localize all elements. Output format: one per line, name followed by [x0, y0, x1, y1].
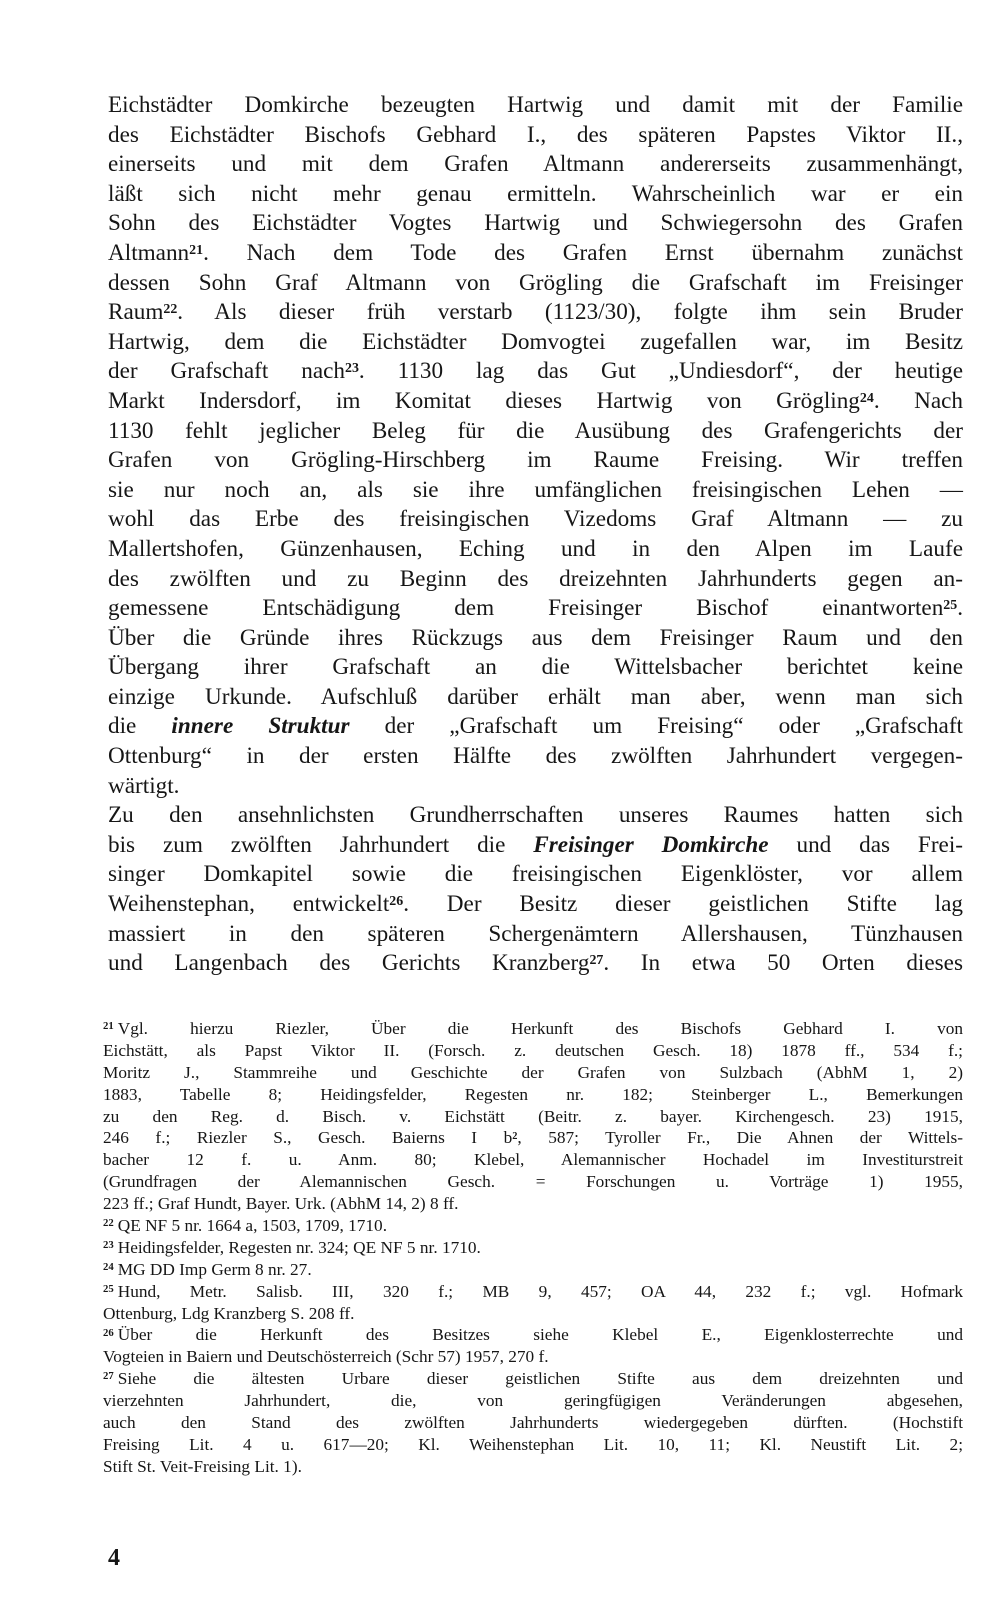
footnote-text: Vgl. hierzu Riezler, Über die Herkunft des Bischofs Gebhard I. von — [117, 1019, 963, 1038]
text-line: 1130 fehlt jeglicher Beleg für die Ausübung des Grafengerichts der — [108, 417, 963, 444]
footnote-ref-22: 22 — [163, 301, 178, 317]
footnote-text: , 587; Tyroller Fr., Die Ahnen der Wittels- — [517, 1128, 963, 1148]
footnote-line: vierzehnten Jahrhundert, die, von geringfügigen Veränderungen abgesehen, — [103, 1391, 963, 1411]
footnote-23 — [103, 1237, 963, 1259]
text-line: des zwölften und zu Beginn des dreizehnten Jahrhunderts gegen an- — [108, 565, 963, 592]
footnote-number: 23 — [103, 1239, 114, 1252]
text-segment: die — [108, 713, 137, 740]
text-line: Zu den ansehnlichsten Grundherrschaften unseres Raumes hatten sich — [108, 802, 963, 829]
footnote-line: 1883, Tabelle 8; Heidingsfelder, Regesten nr. 182; Steinberger L., Bemerkungen — [103, 1084, 963, 1104]
footnote-ref-21: 21 — [189, 242, 204, 258]
text-line: massiert in den späteren Schergenämtern Allershausen, Tünzhausen — [108, 920, 963, 947]
text-line: Hartwig, dem die Eichstädter Domvogtei zugefallen war, im Besitz — [108, 328, 963, 355]
text-line — [108, 890, 963, 920]
text-line: wohl das Erbe des freisingischen Vizedoms Graf Altmann — zu — [108, 506, 963, 533]
footnote-26 — [103, 1324, 963, 1346]
footnote-ref-26: 26 — [389, 893, 404, 909]
text-line: sie nur noch an, als sie ihre umfänglichen freisingischen Lehen — — [108, 476, 963, 503]
footnote-number: 26 — [103, 1326, 114, 1339]
footnote-number: 21 — [103, 1020, 114, 1033]
text-line — [108, 239, 963, 269]
text-line: Übergang ihrer Grafschaft an die Wittelsbacher berichtet keine — [108, 654, 963, 681]
text-segment: . 1130 lag das Gut „Undiesdorf“, der heutige — [358, 358, 963, 385]
footnote-ref-23: 23 — [345, 361, 359, 377]
footnote-line: zu den Reg. d. Bisch. v. Eichstätt (Beitr. z. bayer. Kirchengesch. 23) 1915, — [103, 1106, 963, 1126]
footnote-line — [103, 1127, 963, 1149]
text-segment: der Grafschaft nach — [108, 358, 345, 385]
footnote-number: 27 — [103, 1370, 114, 1383]
footnotes — [103, 1018, 963, 1478]
text-segment: . Nach — [873, 387, 963, 414]
text-line — [108, 594, 963, 624]
text-line: singer Domkapitel sowie die freisingischen Eigenklöster, vor allem — [108, 861, 963, 888]
text-segment: bis zum zwölften Jahrhundert die — [108, 831, 506, 858]
text-segment: Markt Indersdorf, im Komitat dieses Hartwig von Grögling — [108, 387, 860, 414]
footnote-text: Über die Herkunft des Besitzes siehe Klebel E., Eigenklosterrechte und — [117, 1325, 963, 1345]
footnote-line: bacher 12 f. u. Anm. 80; Klebel, Alemannischer Hochadel im Investiturstreit — [103, 1150, 963, 1170]
footnote-text: Hund, Metr. Salisb. III, 320 f.; MB 9, 457; OA 44, 232 f.; vgl. Hofmark — [117, 1281, 963, 1301]
text-segment: . — [957, 595, 963, 622]
text-line — [108, 387, 963, 417]
footnote-text: 246 f.; Riezler S., Gesch. Baierns I b — [103, 1128, 513, 1148]
footnote-line: 223 ff.; Graf Hundt, Bayer. Urk. (AbhM 14, 2) 8 ff. — [103, 1194, 459, 1214]
emphasis-freisinger-domkirche: Freisinger Domkirche — [533, 831, 769, 858]
footnote-25 — [103, 1281, 963, 1303]
footnote-27 — [103, 1368, 963, 1390]
footnote-number: 22 — [103, 1217, 114, 1230]
footnote-text: MG DD Imp Germ 8 nr. 27. — [117, 1259, 312, 1279]
page-number: 4 — [108, 1545, 120, 1571]
footnote-text: Siehe die ältesten Urbare dieser geistlichen Stifte aus dem dreizehnten und — [117, 1369, 963, 1389]
footnote-line: Stift St. Veit-Freising Lit. 1). — [103, 1456, 302, 1476]
footnote-line: Ottenburg, Ldg Kranzberg S. 208 ff. — [103, 1303, 355, 1323]
text-segment: gemessene Entschädigung dem Freisinger Bischof einantworten — [108, 595, 944, 622]
text-segment: und das Frei- — [796, 831, 964, 858]
text-segment: . Als dieser früh verstarb (1123/30), folgte ihm sein Bruder — [177, 299, 963, 326]
text-line — [108, 298, 963, 328]
footnote-text: Heidingsfelder, Regesten nr. 324; QE NF 5 nr. 1710. — [117, 1237, 481, 1257]
text-line — [108, 831, 963, 861]
text-line: Sohn des Eichstädter Vogtes Hartwig und Schwiegersohn des Grafen — [108, 210, 963, 237]
text-line: einzige Urkunde. Aufschluß darüber erhält man aber, wenn man sich — [108, 683, 963, 710]
footnote-21 — [103, 1018, 963, 1040]
text-segment: und Langenbach des Gerichts Kranzberg — [108, 950, 590, 977]
text-line: Eichstädter Domkirche bezeugten Hartwig und damit mit der Familie — [108, 92, 963, 118]
text-line — [108, 357, 963, 387]
text-segment: Altmann — [108, 239, 190, 266]
footnote-number: 25 — [103, 1282, 114, 1295]
text-line — [108, 949, 963, 979]
text-line — [108, 712, 963, 742]
text-line: Ottenburg“ in der ersten Hälfte des zwölften Jahrhundert vergegen- — [108, 743, 963, 770]
body-text — [108, 91, 963, 979]
text-segment: . Der Besitz dieser geistlichen Stifte lag — [403, 891, 964, 918]
text-segment: Weihenstephan, entwickelt — [108, 891, 390, 918]
emphasis-innere-struktur: innere Struktur — [171, 713, 350, 740]
text-segment: der „Grafschaft um Freising“ oder „Grafschaft — [384, 713, 964, 740]
footnote-ref-27: 27 — [589, 952, 604, 968]
edition-superscript: 2 — [512, 1130, 518, 1142]
footnote-line: auch den Stand des zwölften Jahrhunderts wiedergegeben dürften. (Hochstift — [103, 1413, 963, 1433]
footnote-ref-25: 25 — [943, 597, 958, 613]
text-segment: . Nach dem Tode des Grafen Ernst übernahm zunächst — [203, 239, 963, 266]
text-line: dessen Sohn Graf Altmann von Grögling die Grafschaft im Freisinger — [108, 269, 963, 296]
text-segment: . In etwa 50 Orten dieses — [603, 950, 963, 977]
text-segment: Raum — [108, 299, 164, 326]
footnote-line: Freising Lit. 4 u. 617—20; Kl. Weihenstephan Lit. 10, 11; Kl. Neustift Lit. 2; — [103, 1434, 963, 1454]
text-line: des Eichstädter Bischofs Gebhard I., des späteren Papstes Viktor II., — [108, 121, 963, 148]
text-line: Über die Gründe ihres Rückzugs aus dem Freisinger Raum und den — [108, 624, 963, 651]
text-line: läßt sich nicht mehr genau ermitteln. Wahrscheinlich war er ein — [108, 180, 963, 207]
footnote-text: QE NF 5 nr. 1664 a, 1503, 1709, 1710. — [117, 1216, 388, 1236]
footnote-22 — [103, 1215, 963, 1237]
text-line: wärtigt. — [108, 772, 180, 799]
footnote-line: Vogteien in Baiern und Deutschösterreich (Schr 57) 1957, 270 f. — [103, 1347, 549, 1367]
footnote-line: Moritz J., Stammreihe und Geschichte der Grafen von Sulzbach (AbhM 1, 2) — [103, 1062, 963, 1082]
text-line: einerseits und mit dem Grafen Altmann andererseits zusammenhängt, — [108, 151, 963, 178]
footnote-24 — [103, 1259, 963, 1281]
footnote-line: (Grundfragen der Alemannischen Gesch. = Forschungen u. Vorträge 1) 1955, — [103, 1172, 963, 1192]
footnote-number: 24 — [103, 1260, 114, 1273]
text-line: Mallertshofen, Günzenhausen, Eching und in den Alpen im Laufe — [108, 535, 963, 562]
footnote-line: Eichstätt, als Papst Viktor II. (Forsch. z. deutschen Gesch. 18) 1878 ff., 534 f.; — [103, 1040, 963, 1060]
text-line: Grafen von Grögling-Hirschberg im Raume Freising. Wir treffen — [108, 447, 963, 474]
footnote-ref-24: 24 — [859, 390, 874, 406]
